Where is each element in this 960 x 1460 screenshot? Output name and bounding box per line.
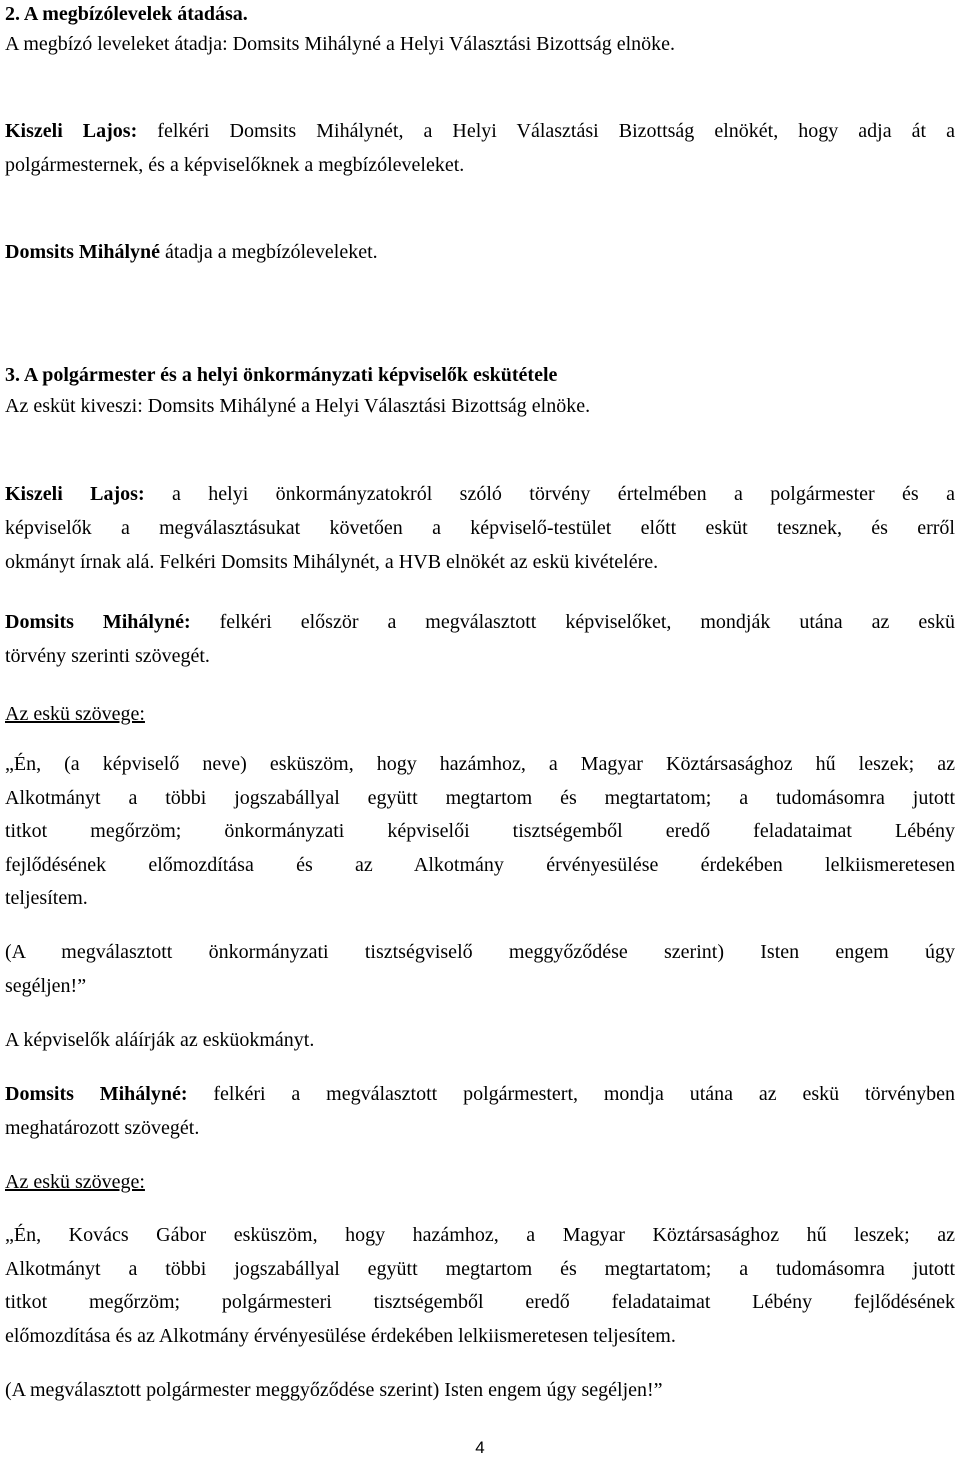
speaker-name: Kiszeli Lajos: bbox=[5, 120, 138, 142]
oath-text-line: titkot megőrzöm; polgármesteri tisztségemből eredő feladataimat Lébény fejlődésének bbox=[5, 1291, 955, 1313]
section-2-intro: A megbízó leveleket átadja: Domsits Mihályné a Helyi Választási Bizottság elnöke. bbox=[5, 33, 676, 55]
oath-text-line: Alkotmányt a többi jogszabállyal együtt megtartom és megtartatom; a tudomásomra jutott bbox=[5, 1258, 955, 1280]
paragraph-line: meghatározott szövegét. bbox=[5, 1117, 200, 1139]
oath-label: Az eskü szövege: bbox=[5, 703, 145, 725]
oath-text-line: titkot megőrzöm; önkormányzati képviselői tisztségemből eredő feladataimat Lébény bbox=[5, 820, 955, 842]
paragraph-line: képviselők a megválasztásukat követően a képviselő-testület előtt esküt tesznek, és erről bbox=[5, 517, 955, 539]
paragraph: Domsits Mihályné: felkéri először a megválasztott képviselőket, mondják utána az eskü bbox=[5, 611, 955, 633]
oath-text-line: fejlődésének előmozdítása és az Alkotmány érvényesülése érdekében lelkiismeretesen bbox=[5, 854, 955, 876]
paragraph: Kiszeli Lajos: felkéri Domsits Mihálynét, a Helyi Választási Bizottság elnökét, hogy adja át a bbox=[5, 120, 955, 142]
speaker-name: Domsits Mihályné: bbox=[5, 1083, 188, 1105]
speaker-name: Domsits Mihályné: bbox=[5, 611, 191, 633]
paragraph-line: törvény szerinti szövegét. bbox=[5, 645, 210, 667]
paragraph-line: okmányt írnak alá. Felkéri Domsits Mihálynét, a HVB elnökét az eskü kivételére. bbox=[5, 551, 659, 573]
signing-note: A képviselők aláírják az esküokmányt. bbox=[5, 1029, 315, 1051]
paragraph: Domsits Mihályné: felkéri a megválasztott polgármestert, mondja utána az eskü törvényben bbox=[5, 1083, 955, 1105]
section-3-intro: Az esküt kiveszi: Domsits Mihályné a Helyi Választási Bizottság elnöke. bbox=[5, 395, 591, 417]
oath-closing-line: segéljen!” bbox=[5, 975, 87, 997]
oath-text-line: előmozdítása és az Alkotmány érvényesülése érdekében lelkiismeretesen teljesítem. bbox=[5, 1325, 676, 1347]
paragraph: Kiszeli Lajos: a helyi önkormányzatokról szóló törvény értelmében a polgármester és a bbox=[5, 483, 955, 505]
speaker-name: Kiszeli Lajos: bbox=[5, 483, 145, 505]
oath-text-line: „Én, Kovács Gábor esküszöm, hogy hazámhoz, a Magyar Köztársasághoz hű leszek; az bbox=[5, 1224, 955, 1246]
page-number: 4 bbox=[475, 1438, 485, 1457]
paragraph-line: polgármesternek, és a képviselőknek a megbízóleveleket. bbox=[5, 154, 465, 176]
paragraph: Domsits Mihályné átadja a megbízóleveleket. bbox=[5, 241, 378, 263]
section-3-heading: 3. A polgármester és a helyi önkormányzati képviselők eskütétele bbox=[5, 364, 558, 386]
section-2-heading: 2. A megbízólevelek átadása. bbox=[5, 3, 248, 25]
speaker-name: Domsits Mihályné bbox=[5, 241, 160, 263]
oath-text-line: Alkotmányt a többi jogszabállyal együtt megtartom és megtartatom; a tudomásomra jutott bbox=[5, 787, 955, 809]
oath-label: Az eskü szövege: bbox=[5, 1171, 145, 1193]
oath-text-line: „Én, (a képviselő neve) esküszöm, hogy hazámhoz, a Magyar Köztársasághoz hű leszek; az bbox=[5, 753, 955, 775]
oath-closing-line: (A megválasztott önkormányzati tisztségviselő meggyőződése szerint) Isten engem úgy bbox=[5, 941, 955, 963]
oath-text-line: teljesítem. bbox=[5, 887, 88, 909]
oath-closing-line: (A megválasztott polgármester meggyőződése szerint) Isten engem úgy segéljen!” bbox=[5, 1379, 663, 1401]
